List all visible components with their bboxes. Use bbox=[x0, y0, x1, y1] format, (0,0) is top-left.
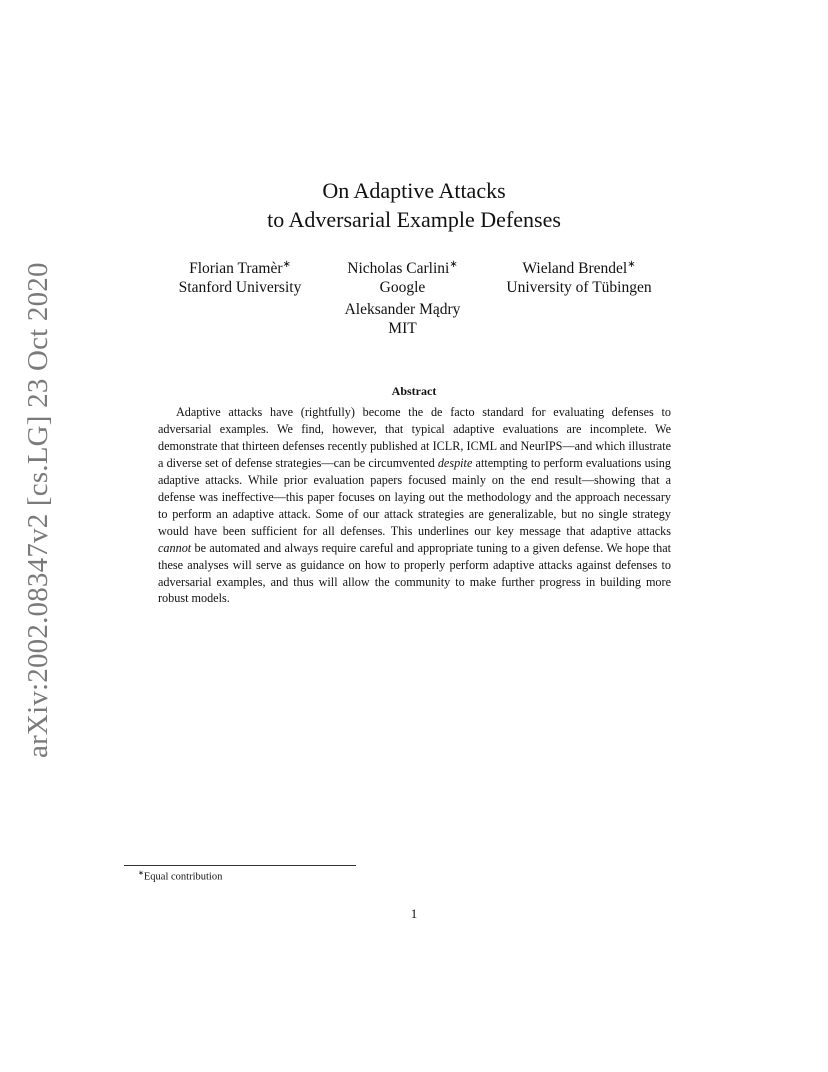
author-affiliation: Stanford University bbox=[178, 279, 302, 297]
author-affiliation: MIT bbox=[388, 320, 417, 337]
footnote-divider bbox=[124, 865, 356, 866]
author-block-madry bbox=[330, 300, 475, 338]
footnote bbox=[138, 869, 222, 883]
author-name: Aleksander Mądry bbox=[344, 301, 461, 318]
author-affiliation: Google bbox=[379, 279, 426, 297]
equal-contribution-mark: ∗ bbox=[282, 259, 291, 270]
title-line-2: to Adversarial Example Defenses bbox=[267, 207, 561, 232]
abstract-text-part-2: attempting to perform evaluations using adaptive attacks. While prior evaluation papers focused mainly on the end result—showing that a defense was ineffective—this paper focuses on laying out the methodology and the approach necessary to perform an adaptive attack. Some of our attack strategies are generalizable, but no single strategy would have been sufficient for all defenses. This underlines our key message that adaptive attacks bbox=[158, 455, 671, 538]
abstract-heading: Abstract bbox=[391, 384, 437, 398]
author-name: Nicholas Carlini bbox=[347, 260, 450, 278]
equal-contribution-mark: ∗ bbox=[627, 259, 636, 270]
page-number: 1 bbox=[410, 906, 418, 921]
author-affiliation: University of Tübingen bbox=[506, 279, 652, 297]
paper-title bbox=[150, 176, 678, 234]
abstract-paragraph bbox=[158, 404, 671, 607]
footnote-text: Equal contribution bbox=[143, 871, 223, 883]
equal-contribution-mark: ∗ bbox=[449, 259, 458, 270]
abstract-emphasis-despite: despite bbox=[437, 455, 473, 470]
author-name: Wieland Brendel bbox=[522, 260, 628, 278]
arxiv-identifier-stamp: arXiv:2002.08347v2 [cs.LG] 23 Oct 2020 bbox=[22, 262, 54, 758]
author-block-tramer bbox=[150, 255, 330, 297]
abstract-emphasis-cannot: cannot bbox=[158, 540, 192, 555]
title-line-1: On Adaptive Attacks bbox=[322, 178, 506, 203]
author-name: Florian Tramèr bbox=[189, 260, 283, 278]
abstract-text-part-3: be automated and always require careful and appropriate tuning to a given defense. We hope that these analyses will serve as guidance on how to properly perform adaptive attacks against defenses to adversarial examples, and thus will allow the community to make further progress in building more robust models. bbox=[158, 540, 671, 606]
abstract-text-part-1: Adaptive attacks have (rightfully) become the de facto standard for evaluating defenses to adversarial examples. We find, however, that typical adaptive evaluations are incomplete. We demonstrate that thirteen defenses recently published at ICLR, ICML and NeurIPS—and which illustrate a diverse set of defense strategies—can be circumvented bbox=[158, 405, 671, 470]
author-block-carlini bbox=[330, 255, 475, 297]
author-block-brendel bbox=[490, 255, 668, 297]
footnote-mark: ∗ bbox=[138, 869, 144, 877]
